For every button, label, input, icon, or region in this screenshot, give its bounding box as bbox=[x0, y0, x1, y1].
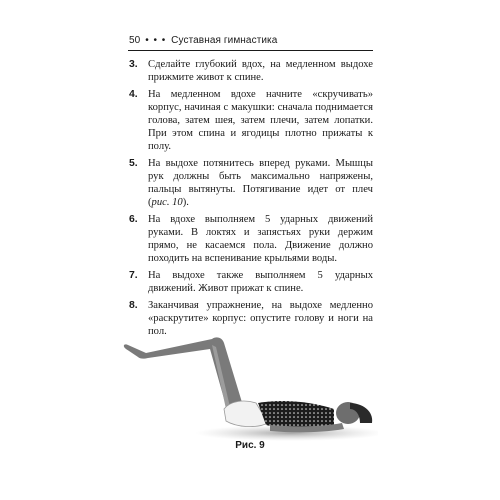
step-number: 5. bbox=[129, 158, 138, 169]
book-title: Суставная гимнастика bbox=[171, 35, 278, 46]
step-text bbox=[148, 157, 373, 209]
step-text-start: На выдохе потянитесь вперед руками. Мышцы рук должны быть максимально напряжены, пальцы вытянуты. Потягивание идет от плеч ( bbox=[148, 158, 373, 208]
step-text: Заканчивая упражнение, на выдохе медленно «раскрутите» корпус: опустите голову и ноги на пол. bbox=[148, 300, 373, 337]
step-number: 4. bbox=[129, 89, 138, 100]
step-item bbox=[129, 88, 373, 153]
exercise-illustration bbox=[120, 323, 378, 441]
step-number: 7. bbox=[129, 270, 138, 281]
step-item bbox=[129, 58, 373, 84]
page-number: 50 bbox=[129, 35, 141, 46]
header-dots: • • • bbox=[145, 35, 167, 46]
step-text: На медленном вдохе начните «скручивать» корпус, начиная с макушки: сначала поднимается голова, затем шея, затем плечи, затем лопатки. При этом спина и ягодицы плотно прижаты к полу. bbox=[148, 89, 373, 152]
running-header bbox=[129, 35, 277, 46]
step-number: 8. bbox=[129, 300, 138, 311]
step-number: 6. bbox=[129, 214, 138, 225]
step-text: На выдохе также выполняем 5 ударных движений. Живот прижат к спине. bbox=[148, 270, 373, 294]
step-item bbox=[129, 269, 373, 295]
step-item bbox=[129, 213, 373, 265]
step-text-end: ). bbox=[182, 197, 189, 208]
step-number: 3. bbox=[129, 59, 138, 70]
steps-list bbox=[129, 58, 373, 342]
step-item bbox=[129, 157, 373, 209]
figure-reference: рис. 10 bbox=[151, 197, 183, 208]
step-text: Сделайте глубокий вдох, на медленном выдохе прижмите живот к спине. bbox=[148, 59, 373, 83]
torso-top bbox=[258, 401, 334, 430]
figure-caption: Рис. 9 bbox=[235, 440, 265, 451]
step-text: На вдохе выполняем 5 ударных движений руками. В локтях и запястьях руки держим прямо, не касаемся пола. Движение должно походить на вспенивание крыльями воды. bbox=[148, 214, 373, 264]
header-rule bbox=[128, 50, 373, 51]
